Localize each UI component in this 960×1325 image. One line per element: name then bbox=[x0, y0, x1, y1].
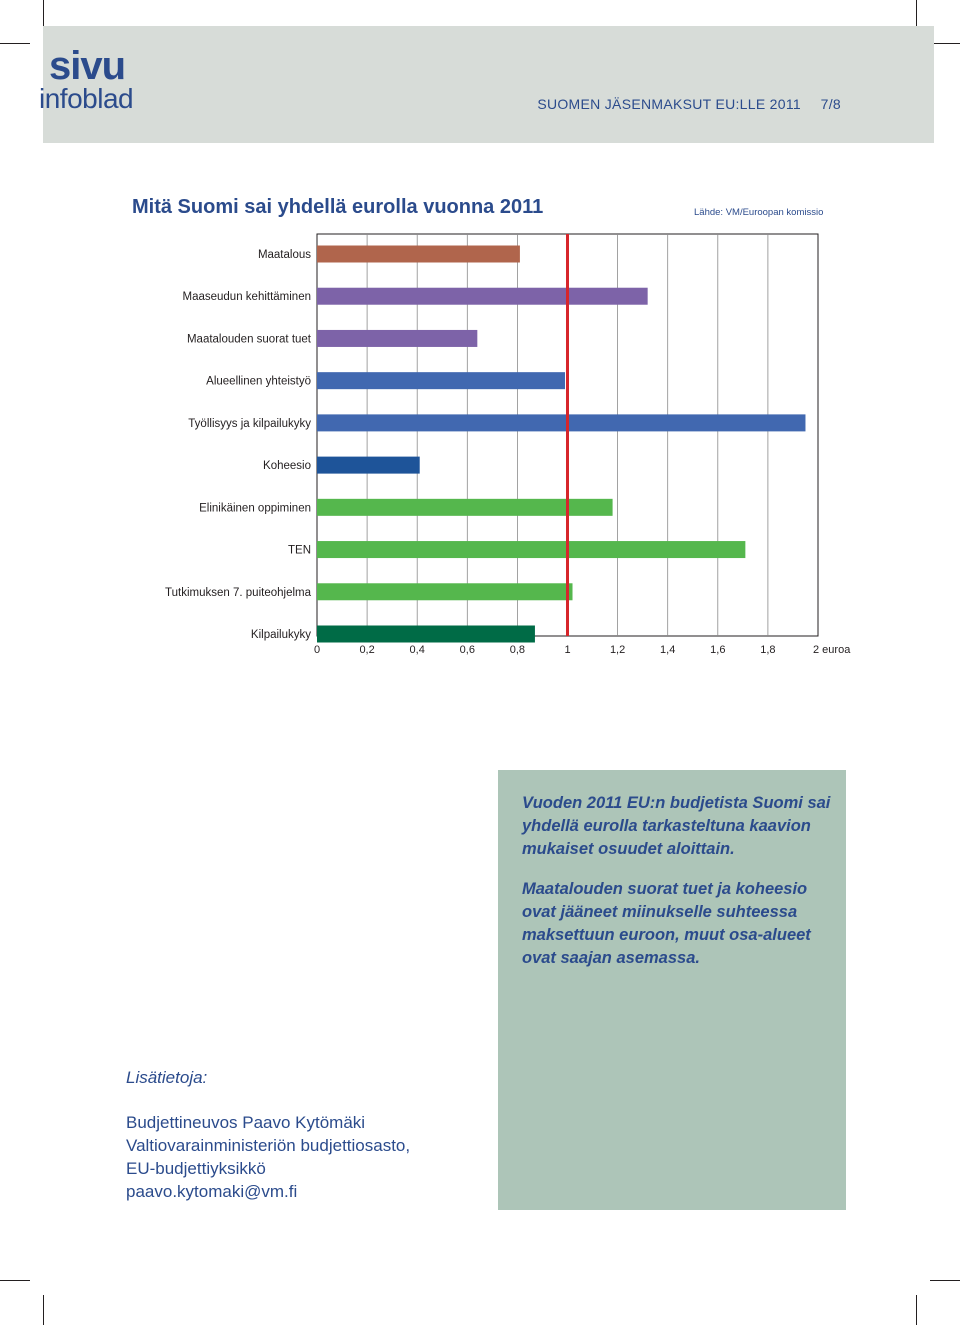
x-tick-label: 0 bbox=[313, 644, 321, 656]
x-tick-label: 1,8 bbox=[760, 644, 776, 656]
logo-top-text: sivu bbox=[49, 44, 126, 88]
contact-name: Budjettineuvos Paavo Kytömäki bbox=[126, 1113, 366, 1132]
chart-title: Mitä Suomi sai yhdellä eurolla vuonna 2011 bbox=[132, 196, 544, 218]
bar bbox=[317, 372, 565, 389]
x-tick-label: 1,4 bbox=[660, 644, 676, 656]
bar bbox=[317, 541, 745, 558]
contact-department: Valtiovarainministeriön budjettiosasto, bbox=[126, 1136, 411, 1155]
page-number: 7/8 bbox=[820, 96, 841, 112]
bar bbox=[317, 626, 535, 643]
category-label: Maaseudun kehittäminen bbox=[182, 291, 311, 304]
category-label: TEN bbox=[288, 544, 311, 557]
category-label: Maatalous bbox=[257, 249, 311, 261]
crop-mark bbox=[930, 1280, 960, 1281]
bar bbox=[317, 414, 805, 431]
x-tick-label: 0,8 bbox=[509, 644, 526, 656]
x-tick-label: 0,2 bbox=[359, 644, 375, 656]
header-title: SUOMEN JÄSENMAKSUT EU:LLE 2011 bbox=[537, 96, 801, 112]
bar bbox=[317, 457, 420, 474]
chart-source: Lähde: VM/Euroopan komissio bbox=[694, 207, 824, 218]
category-label: Alueellinen yhteistyö bbox=[206, 375, 311, 388]
contact-unit: EU-budjettiyksikkö bbox=[126, 1159, 266, 1178]
category-label: Maatalouden suorat tuet bbox=[186, 333, 311, 346]
contact-email[interactable]: paavo.kytomaki@vm.fi bbox=[126, 1182, 298, 1201]
category-label: Elinikäinen oppiminen bbox=[199, 502, 311, 515]
info-paragraph-2: Maatalouden suorat tuet ja koheesio ovat jääneet miinukselle suhteessa maksettuun euroon, muut osa-alueet ovat saajan asemassa. bbox=[522, 880, 811, 967]
x-tick-label: 1 bbox=[564, 644, 571, 656]
bar bbox=[317, 583, 573, 600]
x-tick-label: 1,6 bbox=[710, 644, 726, 656]
x-tick-label: 0,4 bbox=[409, 644, 425, 656]
x-tick-label: 2 euroa bbox=[813, 644, 851, 656]
bar bbox=[317, 288, 648, 305]
category-label: Koheesio bbox=[263, 460, 311, 473]
logo-bottom-text: infoblad bbox=[39, 83, 134, 114]
category-label: Tutkimuksen 7. puiteohjelma bbox=[165, 586, 311, 599]
info-paragraph-1: Vuoden 2011 EU:n budjetista Suomi sai yhdellä eurolla tarkasteltuna kaavion mukaiset osuudet aloittain. bbox=[522, 794, 831, 858]
category-label: Kilpailukyky bbox=[250, 629, 311, 641]
info-box bbox=[498, 770, 846, 1210]
x-tick-label: 0,6 bbox=[459, 644, 475, 656]
contact-heading: Lisätietoja: bbox=[126, 1068, 208, 1087]
crop-mark bbox=[43, 1295, 44, 1325]
bar bbox=[317, 330, 477, 347]
category-label: Työllisyys ja kilpailukyky bbox=[188, 417, 311, 430]
bar bbox=[317, 246, 520, 263]
crop-mark bbox=[916, 1295, 917, 1325]
crop-mark bbox=[0, 1280, 30, 1281]
x-tick-label: 1,2 bbox=[609, 644, 626, 656]
